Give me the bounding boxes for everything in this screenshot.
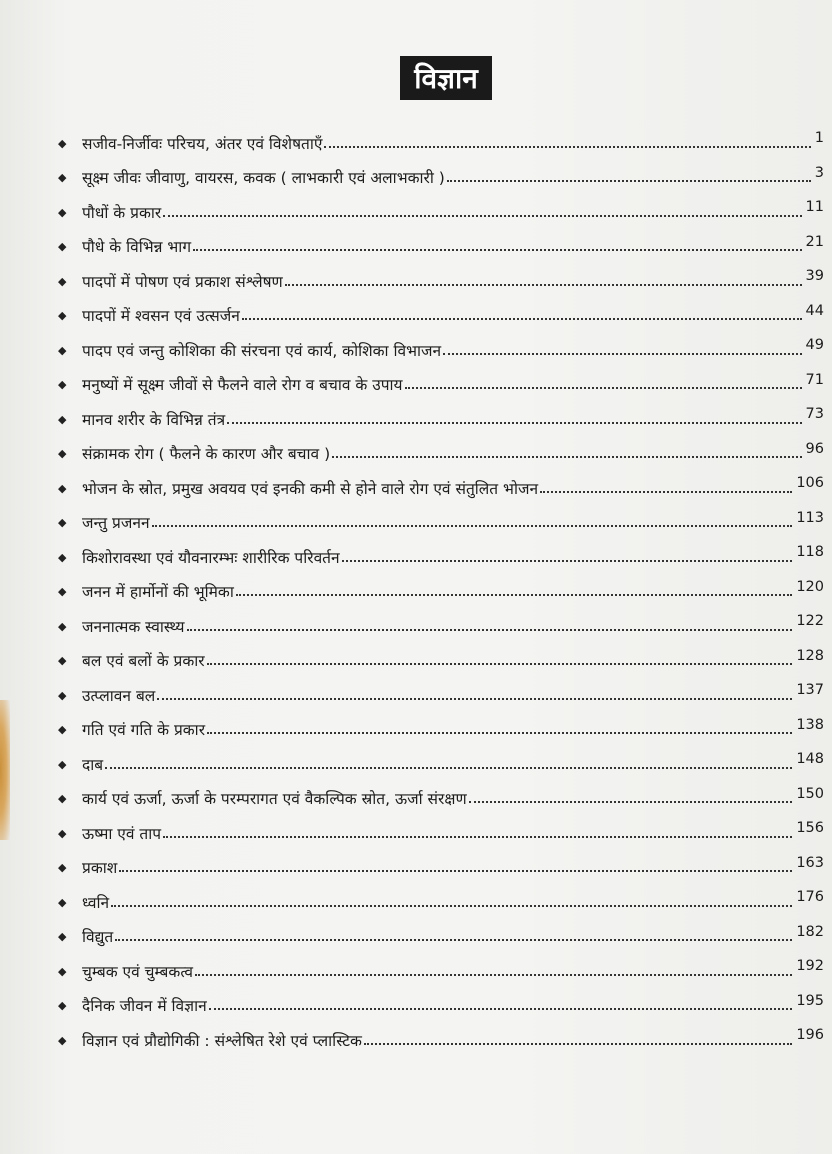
toc-page-number: 128 (796, 647, 824, 664)
toc-entry (58, 361, 824, 396)
toc-page-number: 195 (796, 992, 824, 1009)
diamond-bullet-icon: ◆ (58, 136, 67, 150)
dot-leader (195, 974, 792, 976)
toc-page-number: 148 (796, 751, 824, 768)
diamond-bullet-icon: ◆ (58, 516, 67, 529)
diamond-bullet-icon: ◆ (58, 930, 67, 943)
diamond-bullet-icon: ◆ (58, 343, 67, 357)
diamond-bullet-icon: ◆ (58, 550, 67, 564)
toc-page-number: 163 (796, 854, 824, 871)
toc-entry-title: पौधे के विभिन्न भाग (82, 238, 192, 257)
toc-entry-title: दाब (82, 755, 104, 774)
toc-entry (58, 602, 824, 637)
dot-leader (163, 215, 801, 217)
dot-leader (227, 422, 801, 424)
dot-leader (236, 594, 792, 596)
toc-entry (58, 1016, 824, 1051)
diamond-bullet-icon: ◆ (58, 378, 67, 391)
toc-entry-title: जन्तु प्रजनन (82, 514, 150, 533)
toc-entry-title: भोजन के स्रोत, प्रमुख अवयव एवं इनकी कमी से होने वाले रोग एवं संतुलित भोजन (82, 479, 539, 498)
dot-leader (324, 146, 810, 148)
diamond-bullet-icon: ◆ (58, 861, 67, 874)
toc-entry (58, 188, 824, 223)
diamond-bullet-icon: ◆ (58, 309, 67, 322)
toc-entry-title: सूक्ष्म जीवः जीवाणु, वायरस, कवक ( लाभकारी एवं अलाभकारी ) (82, 169, 445, 188)
toc-entry (58, 809, 824, 844)
toc-page-number: 182 (796, 923, 824, 940)
diamond-bullet-icon: ◆ (58, 654, 67, 667)
toc-entry (58, 706, 824, 741)
dot-leader (209, 1008, 793, 1010)
toc-entry (58, 982, 824, 1017)
toc-page-number: 120 (796, 578, 824, 595)
toc-entry-title: विद्युत (82, 928, 114, 947)
toc-entry-title: पादपों में पोषण एवं प्रकाश संश्लेषण (82, 272, 283, 291)
dot-leader (540, 491, 792, 493)
diamond-bullet-icon: ◆ (58, 205, 67, 219)
toc-entry (58, 568, 824, 603)
dot-leader (285, 284, 802, 286)
toc-page-number: 118 (796, 544, 824, 561)
diamond-bullet-icon: ◆ (58, 757, 67, 771)
diamond-bullet-icon: ◆ (58, 895, 67, 909)
toc-page-number: 71 (805, 371, 824, 388)
toc-entry-title: दैनिक जीवन में विज्ञान (82, 997, 207, 1016)
dot-leader (447, 180, 811, 182)
toc-entry (58, 395, 824, 430)
toc-entry (58, 292, 824, 327)
toc-entry (58, 464, 824, 499)
diamond-bullet-icon: ◆ (58, 447, 67, 460)
diamond-bullet-icon: ◆ (58, 240, 67, 253)
toc-entry (58, 878, 824, 913)
toc-page-number: 39 (805, 268, 824, 285)
diamond-bullet-icon: ◆ (58, 792, 67, 805)
dot-leader (193, 249, 801, 251)
dot-leader (207, 663, 793, 665)
toc-page-number: 11 (805, 199, 824, 216)
toc-entry (58, 637, 824, 672)
toc-entry-title: किशोरावस्था एवं यौवनारम्भः शारीरिक परिवर्तन (82, 548, 340, 567)
toc-page-number: 122 (796, 613, 824, 630)
toc-entry-title: पादप एवं जन्तु कोशिका की संरचना एवं कार्य, कोशिका विभाजन (82, 341, 442, 360)
diamond-bullet-icon: ◆ (58, 619, 67, 633)
dot-leader (364, 1043, 792, 1045)
dot-leader (152, 525, 793, 527)
toc-entry-title: पादपों में श्वसन एवं उत्सर्जन (82, 307, 240, 326)
toc-entry (58, 775, 824, 810)
toc-entry-title: चुम्बक एवं चुम्बकत्व (82, 962, 194, 981)
dot-leader (111, 905, 792, 907)
toc-page-number: 49 (805, 337, 824, 354)
diamond-bullet-icon: ◆ (58, 171, 67, 184)
toc-page-number: 73 (805, 406, 824, 423)
toc-entry (58, 844, 824, 879)
toc-page-number: 106 (796, 475, 824, 492)
toc-page-number: 1 (814, 130, 824, 147)
toc-page-number: 156 (796, 820, 824, 837)
dot-leader (332, 456, 801, 458)
toc-entry-title: उत्प्लावन बल (82, 686, 156, 705)
toc-page-number: 150 (796, 785, 824, 802)
toc-page-number: 21 (805, 233, 824, 250)
toc-entry (58, 671, 824, 706)
diamond-bullet-icon: ◆ (58, 964, 67, 978)
dot-leader (119, 870, 792, 872)
toc-page-number: 138 (796, 716, 824, 733)
dot-leader (187, 629, 793, 631)
dot-leader (157, 698, 792, 700)
toc-entry-title: जननात्मक स्वास्थ्य (82, 617, 185, 636)
toc-entry-title: गति एवं गति के प्रकार (82, 721, 206, 740)
toc-page-number: 96 (805, 440, 824, 457)
section-title: विज्ञान (400, 56, 492, 100)
toc-entry (58, 947, 824, 982)
toc-entry-title: पौधों के प्रकार (82, 203, 162, 222)
toc-page-number: 44 (805, 302, 824, 319)
dot-leader (105, 767, 792, 769)
dot-leader (242, 318, 802, 320)
diamond-bullet-icon: ◆ (58, 688, 67, 702)
dot-leader (443, 353, 801, 355)
dot-leader (469, 801, 793, 803)
toc-entry (58, 913, 824, 948)
diamond-bullet-icon: ◆ (58, 274, 67, 288)
toc-page-number: 113 (796, 509, 824, 526)
page-edge-shadow (0, 700, 10, 840)
toc-entry-title: जनन में हार्मोनों की भूमिका (82, 583, 234, 602)
toc-page-number: 176 (796, 889, 824, 906)
toc-entry (58, 430, 824, 465)
toc-entry (58, 119, 824, 154)
table-of-contents (58, 119, 824, 1051)
toc-page-number: 3 (814, 164, 824, 181)
toc-entry-title: मानव शरीर के विभिन्न तंत्र (82, 410, 226, 429)
toc-entry-title: सजीव-निर्जीवः परिचय, अंतर एवं विशेषताएँ (82, 134, 323, 153)
toc-entry (58, 499, 824, 534)
dot-leader (342, 560, 793, 562)
toc-entry-title: ध्वनि (82, 893, 110, 912)
toc-page-number: 137 (796, 682, 824, 699)
dot-leader (163, 836, 792, 838)
diamond-bullet-icon: ◆ (58, 826, 67, 840)
diamond-bullet-icon: ◆ (58, 723, 67, 736)
toc-entry (58, 326, 824, 361)
toc-entry-title: प्रकाश (82, 859, 118, 878)
toc-entry (58, 154, 824, 189)
toc-entry (58, 533, 824, 568)
dot-leader (405, 387, 802, 389)
toc-entry-title: मनुष्यों में सूक्ष्म जीवों से फैलने वाले रोग व बचाव के उपाय (82, 376, 403, 395)
toc-page-number: 192 (796, 958, 824, 975)
toc-entry-title: विज्ञान एवं प्रौद्योगिकी : संश्लेषित रेशे एवं प्लास्टिक (82, 1031, 362, 1050)
dot-leader (207, 732, 792, 734)
diamond-bullet-icon: ◆ (58, 412, 67, 426)
toc-entry-title: कार्य एवं ऊर्जा, ऊर्जा के परम्परागत एवं वैकल्पिक स्रोत, ऊर्जा संरक्षण (82, 790, 467, 809)
toc-entry (58, 223, 824, 258)
toc-entry-title: संक्रामक रोग ( फैलने के कारण और बचाव ) (82, 445, 331, 464)
toc-entry (58, 257, 824, 292)
toc-entry-title: बल एवं बलों के प्रकार (82, 652, 205, 671)
toc-entry-title: ऊष्मा एवं ताप (82, 824, 162, 843)
diamond-bullet-icon: ◆ (58, 1033, 67, 1047)
toc-page-number: 196 (796, 1027, 824, 1044)
diamond-bullet-icon: ◆ (58, 481, 67, 495)
dot-leader (115, 939, 792, 941)
diamond-bullet-icon: ◆ (58, 585, 67, 598)
toc-entry (58, 740, 824, 775)
diamond-bullet-icon: ◆ (58, 999, 67, 1012)
